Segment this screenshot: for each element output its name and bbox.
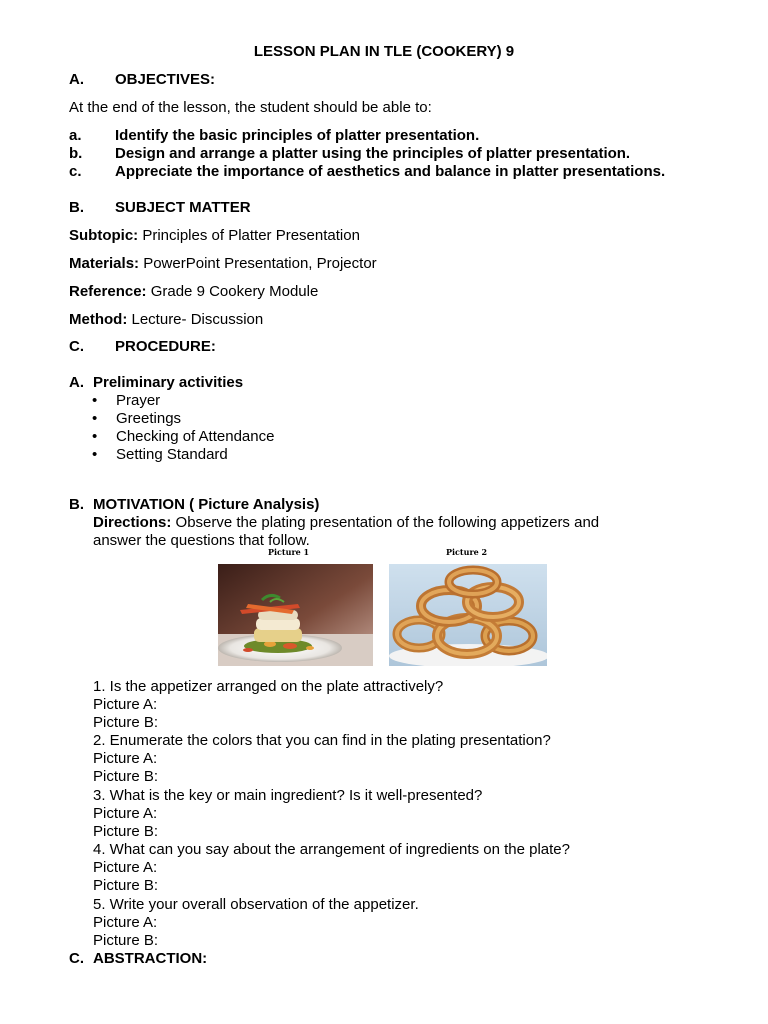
question-2: 2. Enumerate the colors that you can find in the plating presentation? [93,732,551,749]
directions-label: Directions: [93,514,172,531]
subsection-title: ABSTRACTION: [93,950,208,967]
list-item [92,410,181,427]
section-title: OBJECTIVES: [115,71,216,88]
plated-stack-image [218,564,373,666]
answer-picture-b: Picture B: [93,823,159,840]
field-value: Lecture- Discussion [127,311,264,328]
answer-picture-a: Picture A: [93,859,158,876]
section-title: PROCEDURE: [115,338,216,355]
section-letter: B. [69,199,84,216]
answer-picture-b: Picture B: [93,768,159,785]
list-item-text: Prayer [116,392,161,409]
list-item-text: Setting Standard [116,446,228,463]
onion-rings-image [389,564,547,666]
abstraction-heading [69,950,207,967]
directions-line-2: answer the questions that follow. [93,532,310,549]
directions-line [93,514,599,531]
objective-letter: a. [69,127,82,144]
subject-matter-heading [69,199,251,216]
bullet-icon: • [92,410,98,427]
picture-2-onion-rings-photo [389,564,547,666]
objective-item [69,145,630,162]
directions-text: Observe the plating presentation of the following appetizers and [171,514,600,531]
subsection-letter: B. [69,496,84,513]
picture-1-appetizer-photo [218,564,373,666]
field-label: Subtopic: [69,227,139,244]
document-title: LESSON PLAN IN TLE (COOKERY) 9 [253,43,515,60]
objective-item [69,163,665,180]
list-item-text: Checking of Attendance [116,428,275,445]
objective-letter: b. [69,145,83,162]
objective-item [69,127,479,144]
objective-text: Appreciate the importance of aesthetics and balance in platter presentations. [115,163,666,180]
answer-picture-a: Picture A: [93,805,158,822]
list-item-text: Greetings [116,410,182,427]
picture-1-caption: Picture 1 [268,547,310,557]
field-value: PowerPoint Presentation, Projector [139,255,377,272]
answer-picture-b: Picture B: [93,714,159,731]
procedure-heading [69,338,216,355]
answer-picture-a: Picture A: [93,696,158,713]
question-3: 3. What is the key or main ingredient? Is it well-presented? [93,787,483,804]
question-5: 5. Write your overall observation of the appetizer. [93,896,419,913]
objectives-intro: At the end of the lesson, the student should be able to: [69,99,432,116]
section-title: SUBJECT MATTER [115,199,251,216]
section-letter: A. [69,71,84,88]
bullet-icon: • [92,392,98,409]
subtopic-field [69,227,360,244]
picture-2-caption: Picture 2 [446,547,488,557]
list-item [92,392,160,409]
field-label: Method: [69,311,128,328]
objective-text: Design and arrange a platter using the principles of platter presentation. [115,145,631,162]
objective-letter: c. [69,163,82,180]
field-label: Materials: [69,255,140,272]
answer-picture-b: Picture B: [93,932,159,949]
section-letter: C. [69,338,84,355]
answer-picture-b: Picture B: [93,877,159,894]
subsection-letter: C. [69,950,84,967]
list-item [92,446,228,463]
answer-picture-a: Picture A: [93,750,158,767]
preliminary-heading [69,374,243,391]
subsection-title: MOTIVATION ( Picture Analysis) [93,496,320,513]
list-item [92,428,274,445]
subsection-letter: A. [69,374,84,391]
objectives-heading [69,71,215,88]
question-1: 1. Is the appetizer arranged on the plate attractively? [93,678,444,695]
subsection-title: Preliminary activities [93,374,244,391]
materials-field [69,255,377,272]
objective-text: Identify the basic principles of platter presentation. [115,127,480,144]
field-value: Principles of Platter Presentation [138,227,360,244]
bullet-icon: • [92,446,98,463]
bullet-icon: • [92,428,98,445]
method-field [69,311,263,328]
reference-field [69,283,318,300]
answer-picture-a: Picture A: [93,914,158,931]
motivation-heading [69,496,319,513]
field-value: Grade 9 Cookery Module [146,283,319,300]
field-label: Reference: [69,283,147,300]
question-4: 4. What can you say about the arrangement of ingredients on the plate? [93,841,570,858]
